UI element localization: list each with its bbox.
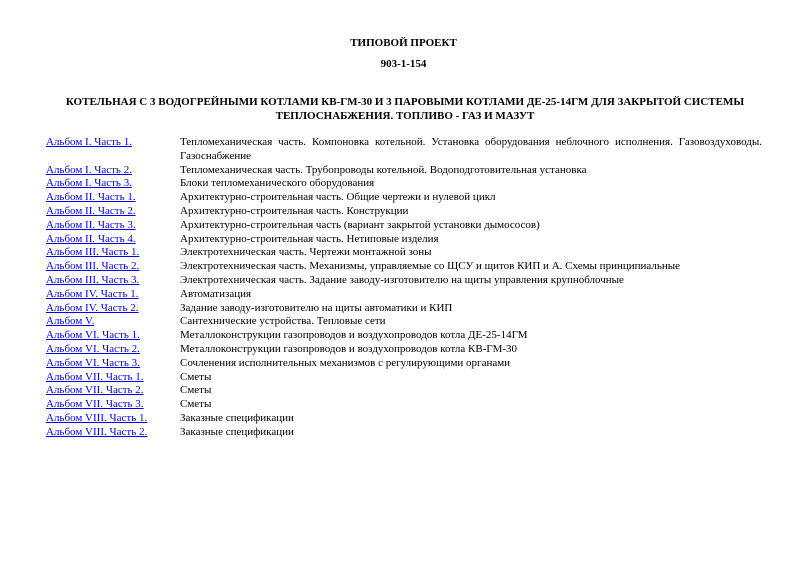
document-code: 903-1-154 bbox=[380, 58, 427, 70]
album-link[interactable]: Альбом II. Часть 1. bbox=[46, 191, 136, 204]
album-row bbox=[46, 412, 762, 426]
album-description: Металлоконструкции газопроводов и воздухопроводов котла КВ-ГМ-30 bbox=[180, 342, 518, 355]
album-row bbox=[46, 426, 762, 440]
album-description: Заказные спецификации bbox=[180, 425, 294, 438]
album-link[interactable]: Альбом IV. Часть 2. bbox=[46, 301, 139, 314]
album-description: Архитектурно-строительная часть (вариант закрытой установки дымососов) bbox=[180, 218, 540, 231]
album-link[interactable]: Альбом I. Часть 2. bbox=[46, 163, 132, 176]
album-description: Металлоконструкции газопроводов и воздухопроводов котла ДЕ-25-14ГМ bbox=[180, 329, 528, 342]
album-row bbox=[46, 343, 762, 357]
album-description: Задание заводу-изготовителю на щиты автоматики и КИП bbox=[180, 301, 453, 314]
album-row bbox=[46, 164, 762, 178]
album-link[interactable]: Альбом VIII. Часть 1. bbox=[46, 411, 148, 424]
album-link[interactable]: Альбом VIII. Часть 2. bbox=[46, 425, 148, 438]
album-row bbox=[46, 315, 762, 329]
album-link[interactable]: Альбом IV. Часть 1. bbox=[46, 287, 139, 300]
album-description: Автоматизация bbox=[180, 287, 252, 300]
album-row bbox=[46, 136, 762, 164]
document-title: КОТЕЛЬНАЯ С 3 ВОДОГРЕЙНЫМИ КОТЛАМИ КВ-ГМ-30 И 3 ПАРОВЫМИ КОТЛАМИ ДЕ-25-14ГМ ДЛЯ ЗАКРЫТОЙ СИСТЕМЫ ТЕПЛОСНАБЖЕНИЯ. ТОПЛИВО - ГАЗ И МАЗУТ bbox=[65, 96, 745, 122]
album-description: Заказные спецификации bbox=[180, 411, 294, 424]
album-description: Сметы bbox=[180, 384, 212, 397]
album-link[interactable]: Альбом III. Часть 1. bbox=[46, 246, 140, 259]
album-link[interactable]: Альбом VII. Часть 2. bbox=[46, 384, 144, 397]
album-link[interactable]: Альбом VI. Часть 2. bbox=[46, 342, 140, 355]
album-link[interactable]: Альбом II. Часть 3. bbox=[46, 218, 136, 231]
album-description: Сметы bbox=[180, 398, 212, 411]
album-row bbox=[46, 260, 762, 274]
album-link[interactable]: Альбом VII. Часть 1. bbox=[46, 370, 144, 383]
album-row bbox=[46, 191, 762, 205]
album-description: Архитектурно-строительная часть. Общие чертежи и нулевой цикл bbox=[180, 191, 496, 204]
album-description: Электротехническая часть. Чертежи монтажной зоны bbox=[180, 246, 432, 259]
album-row bbox=[46, 302, 762, 316]
album-link[interactable]: Альбом III. Часть 2. bbox=[46, 260, 140, 273]
album-list bbox=[46, 136, 762, 440]
album-link[interactable]: Альбом II. Часть 2. bbox=[46, 204, 136, 217]
album-row bbox=[46, 398, 762, 412]
album-row bbox=[46, 274, 762, 288]
album-link[interactable]: Альбом I. Часть 1. bbox=[46, 136, 132, 148]
document-type-label: ТИПОВОЙ ПРОЕКТ bbox=[350, 37, 457, 49]
album-description: Тепломеханическая часть. Трубопроводы котельной. Водоподготовительная установка bbox=[180, 163, 587, 176]
album-description: Электротехническая часть. Задание заводу-изготовителю на щиты управления крупноблочные bbox=[180, 273, 624, 286]
album-link[interactable]: Альбом II. Часть 4. bbox=[46, 232, 136, 245]
album-link[interactable]: Альбом VI. Часть 1. bbox=[46, 329, 140, 342]
album-description: Тепломеханическая часть. Компоновка котельной. Установка оборудования неблочного исполнения. Газовоздуховоды. Газоснабжение bbox=[180, 136, 762, 162]
album-row bbox=[46, 384, 762, 398]
album-description: Сметы bbox=[180, 370, 212, 383]
album-row bbox=[46, 205, 762, 219]
album-row bbox=[46, 219, 762, 233]
album-row bbox=[46, 177, 762, 191]
album-description: Архитектурно-строительная часть. Нетиповые изделия bbox=[180, 232, 439, 245]
album-row bbox=[46, 288, 762, 302]
album-description: Архитектурно-строительная часть. Конструкции bbox=[180, 204, 409, 217]
album-link[interactable]: Альбом I. Часть 3. bbox=[46, 177, 132, 190]
album-link[interactable]: Альбом V. bbox=[46, 315, 95, 328]
album-row bbox=[46, 329, 762, 343]
album-link[interactable]: Альбом VII. Часть 3. bbox=[46, 398, 144, 411]
album-description: Сантехнические устройства. Тепловые сети bbox=[180, 315, 386, 328]
album-row bbox=[46, 357, 762, 371]
album-description: Сочленения исполнительных механизмов с регулирующими органами bbox=[180, 356, 511, 369]
album-link[interactable]: Альбом VI. Часть 3. bbox=[46, 356, 140, 369]
album-link[interactable]: Альбом III. Часть 3. bbox=[46, 273, 140, 286]
album-description: Электротехническая часть. Механизмы, управляемые со ЩСУ и щитов КИП и А. Схемы принципиальные bbox=[180, 260, 681, 273]
album-row bbox=[46, 233, 762, 247]
album-description: Блоки тепломеханического оборудования bbox=[180, 177, 375, 190]
album-row bbox=[46, 371, 762, 385]
album-row bbox=[46, 246, 762, 260]
